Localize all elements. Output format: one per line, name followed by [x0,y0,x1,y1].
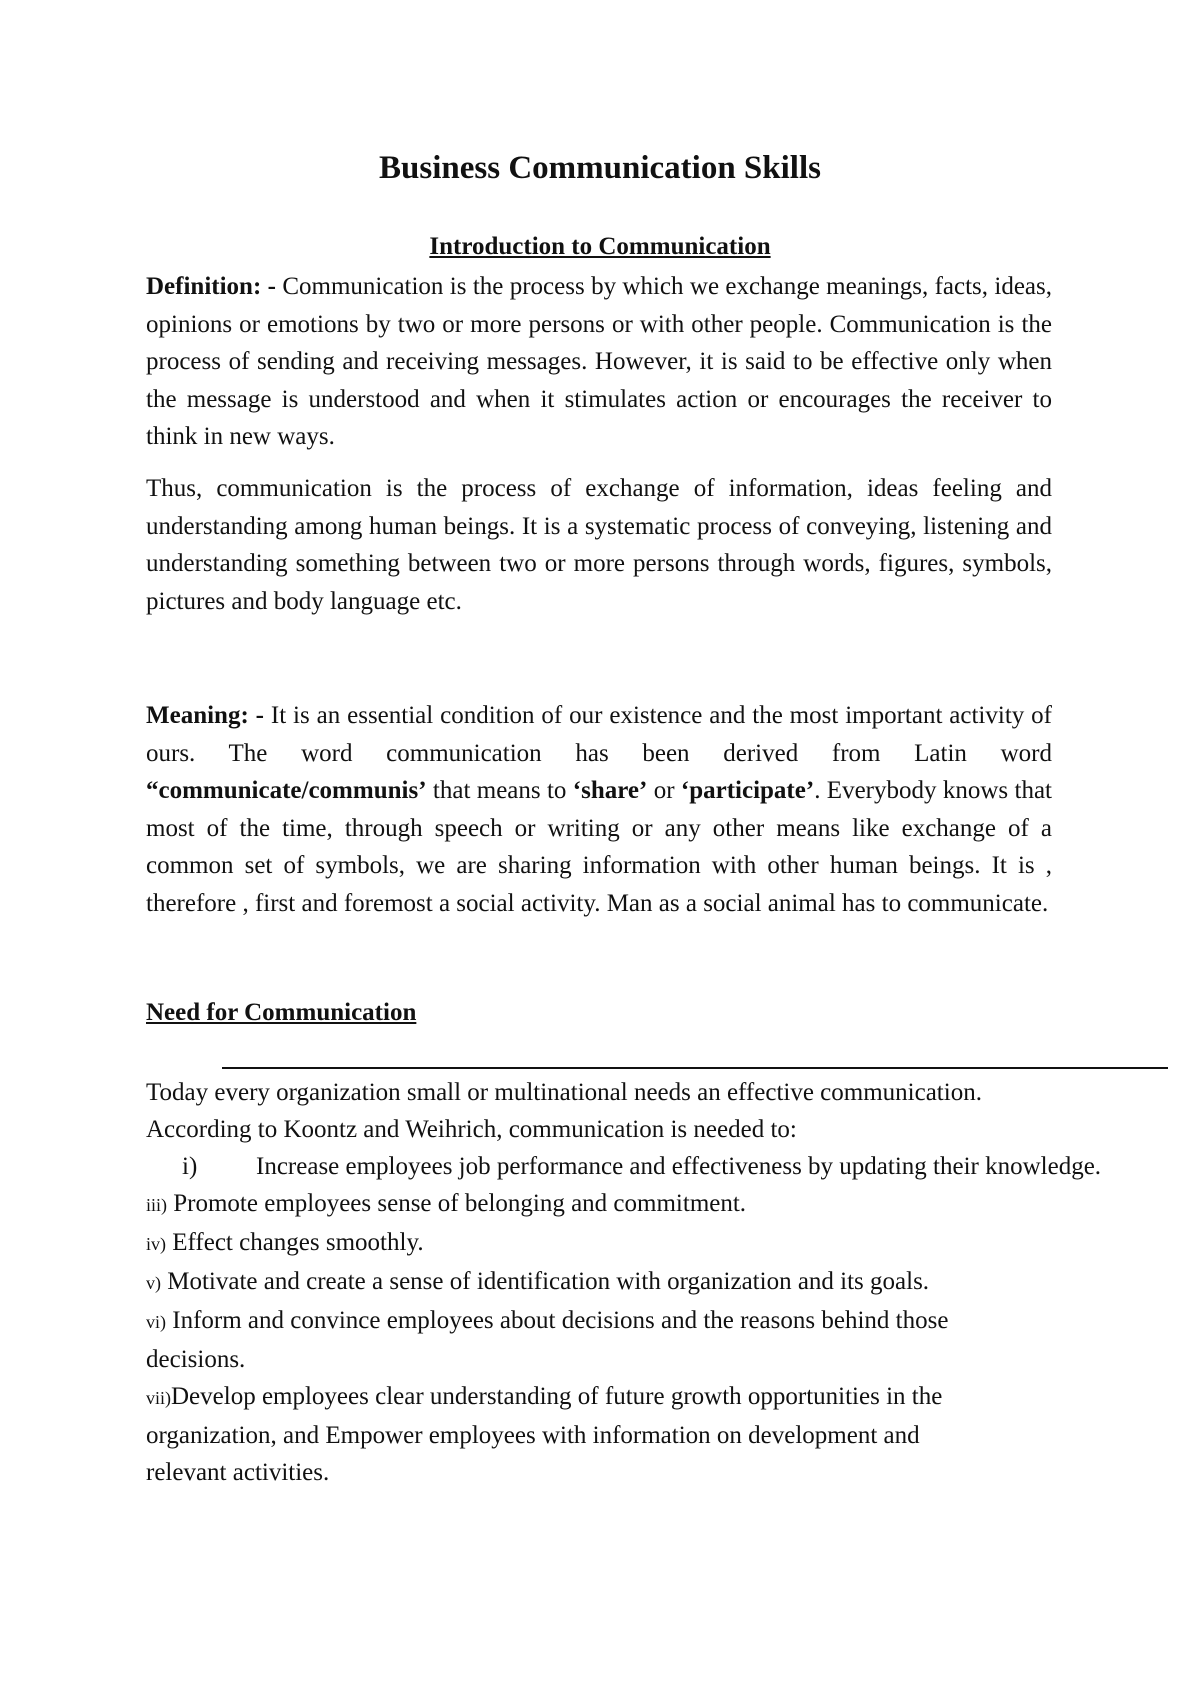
meaning-text-3: or [647,777,681,804]
meaning-term: “communicate/communis’ [146,777,427,804]
meaning-share: ‘share’ [572,777,648,804]
list-item [146,1263,1106,1302]
section-heading-introduction: Introduction to Communication [429,233,771,260]
list-item [146,1378,1106,1417]
list-item [146,1185,1106,1224]
list-item [146,1224,1106,1263]
list-item-text: Motivate and create a sense of identification with organization and its goals. [161,1268,930,1295]
list-item-text: Increase employees job performance and effectiveness by updating their knowledge. [256,1153,1102,1180]
list-item [146,1148,1106,1185]
horizontal-rule [222,1067,1168,1069]
list-item-marker: iii) [146,1195,167,1215]
meaning-paragraph [146,697,1052,922]
need-intro-line-1: Today every organization small or multinational needs an effective communication. [146,1079,982,1106]
meaning-participate: ‘participate’ [680,777,815,804]
list-item-text: decisions. [146,1346,246,1373]
definition-paragraph [146,268,1052,456]
list-item-marker: v) [146,1273,161,1293]
list-item-text: Promote employees sense of belonging and commitment. [167,1190,747,1217]
meaning-label: Meaning: - [146,702,264,729]
list-item-text: Inform and convince employees about decisions and the reasons behind those [166,1307,949,1334]
need-intro-line-2: According to Koontz and Weihrich, communication is needed to: [146,1116,797,1143]
document-title: Business Communication Skills [379,150,821,186]
list-item [146,1302,1106,1341]
list-item-marker: i) [182,1153,198,1180]
definition-label: Definition: - [146,273,276,300]
meaning-text-4: . Everybody knows that most of the time, through speech or writing or any other means like exchange of a common set of symbols, we are sharing information with other human beings. It is , therefore , first and foremost a social activity. Man as a social animal has to communicate. [146,777,1052,917]
list-item-continuation [146,1417,1106,1454]
list-item-marker: vi) [146,1312,166,1332]
list-item-marker: iv) [146,1234,166,1254]
need-section-body [146,1074,1106,1491]
definition-text: Communication is the process by which we exchange meanings, facts, ideas, opinions or emotions by two or more persons or with other people. Communication is the process of sending and receiving messages. However, it is said to be effective only when the message is understood and when it stimulates action or encourages the receiver to think in new ways. [146,273,1052,450]
list-item-text: relevant activities. [146,1459,330,1486]
list-item-marker: vii) [146,1388,171,1408]
list-item-text: organization, and Empower employees with information on development and [146,1422,920,1449]
section-heading-need: Need for Communication [146,999,417,1026]
list-item-text: Effect changes smoothly. [166,1229,424,1256]
meaning-text-1: It is an essential condition of our existence and the most important activity of ours. The word communication has been derived from Latin word [146,702,1052,767]
list-item-continuation [146,1454,1106,1491]
list-item-text: Develop employees clear understanding of future growth opportunities in the [171,1383,943,1410]
list-item-continuation [146,1341,1106,1378]
thus-paragraph: Thus, communication is the process of exchange of information, ideas feeling and understanding among human beings. It is a systematic process of conveying, listening and understanding something between two or more persons through words, figures, symbols, pictures and body language etc. [146,475,1052,615]
meaning-text-2: that means to [426,777,573,804]
